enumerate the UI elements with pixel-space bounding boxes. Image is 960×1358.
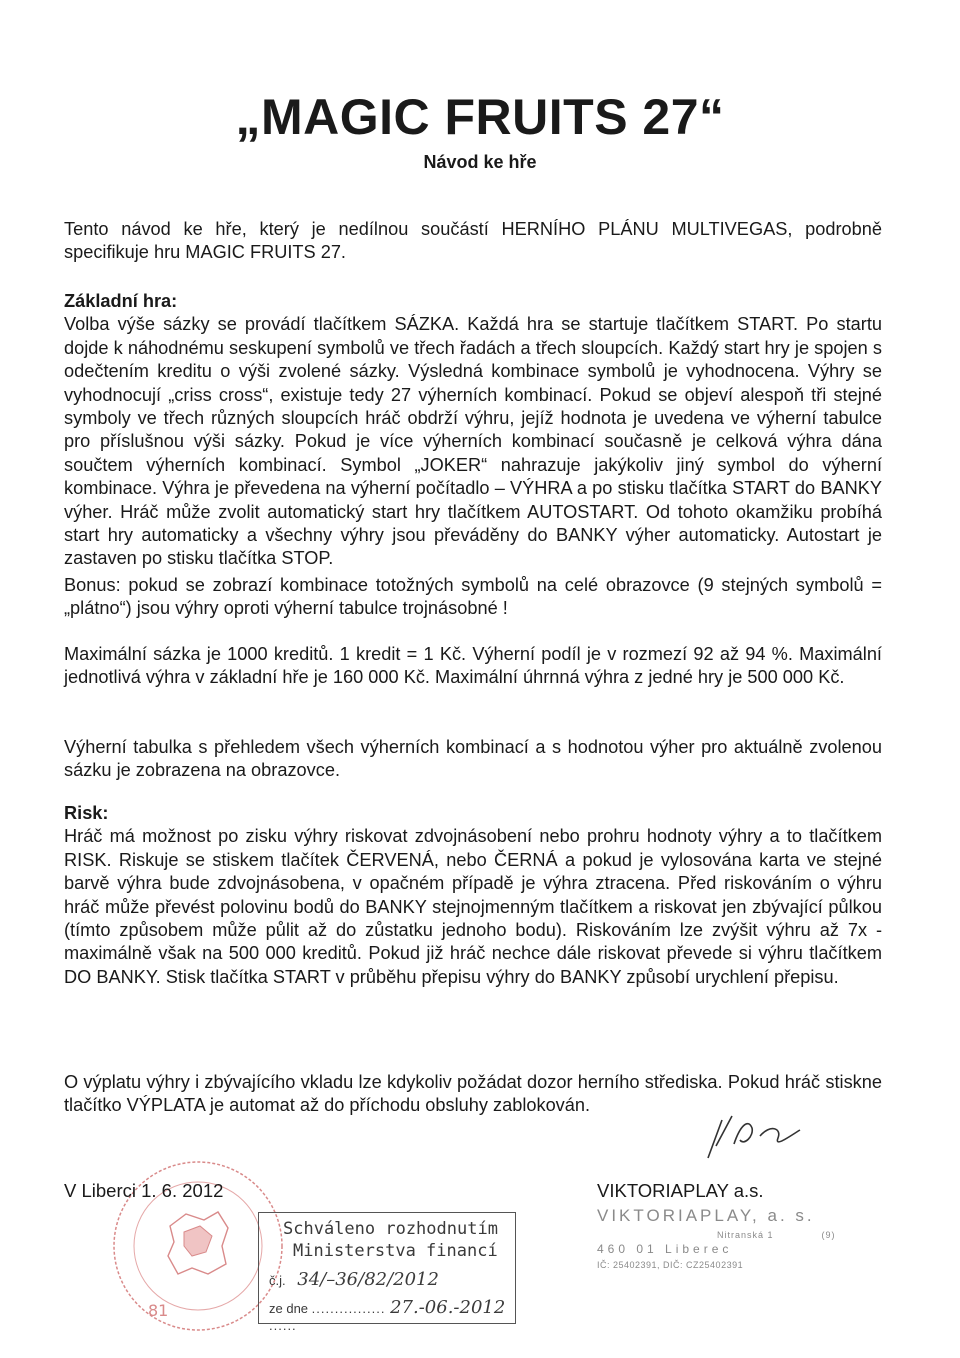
document-title: „MAGIC FRUITS 27“ bbox=[235, 89, 725, 145]
risk-text: Hráč má možnost po zisku výhry riskovat zdvojnásobení nebo prohru hodnoty výhry a to tlačítkem RISK. Riskuje se stiskem tlačítek ČERVENÁ, nebo ČERNÁ a pokud je vylosována karta ve stejné barvě výhra bude zdvojnásobena, v opačném případě je výhra ztracena. Před riskováním o výhru hráč může převést polovinu bodů do BANKY stejnojmenným tlačítkem a riskovat jen zbývající půlkou (tímto způsobem může půlit až do zůstatku jednoho bodu). Riskováním lze zvýšit výhru až 7x - maximálně však na 500 000 kreditů. Pokud již hráč nechce dále riskovat převede si výhru tlačítkem DO BANKY. Stisk tlačítka START v průběhu přepisu výhry do BANKY způsobí urychlení přepisu. bbox=[64, 826, 882, 987]
company-stamp-name: VIKTORIAPLAY, a. s. bbox=[597, 1206, 815, 1225]
signature-icon bbox=[700, 1106, 820, 1166]
document-subtitle: Návod ke hře bbox=[423, 152, 537, 172]
risk-heading: Risk: bbox=[64, 803, 109, 823]
ministry-stamp-line1: Schváleno rozhodnutím bbox=[283, 1219, 498, 1239]
company-stamp-street: Nitranská 1 (9) bbox=[717, 1230, 836, 1240]
bonus-paragraph: Bonus: pokud se zobrazí kombinace totožných symbolů na celé obrazovce (9 stejných symbolů = „plátno“) jsou výhry oproti výherní tabulce trojnásobné ! bbox=[64, 575, 882, 619]
risk-section bbox=[64, 802, 882, 989]
limits-paragraph: Maximální sázka je 1000 kreditů. 1 kredit = 1 Kč. Výherní podíl je v rozmezí 92 až 94 %. Maximální jednotlivá výhra v základní hře je 160 000 Kč. Maximální úhrnná výhra z jedné hry je 500 000 Kč. bbox=[64, 644, 882, 688]
intro-paragraph: Tento návod ke hře, který je nedílnou součástí HERNÍHO PLÁNU MULTIVEGAS, podrobně specifikuje hru MAGIC FRUITS 27. bbox=[64, 219, 882, 263]
ministry-approval-stamp bbox=[258, 1212, 516, 1333]
place-date: V Liberci 1. 6. 2012 bbox=[64, 1180, 224, 1201]
ministry-stamp-ref: č.j. 34/–36/82/2012 bbox=[269, 1269, 439, 1290]
ministry-stamp-date: ze dne ................ 27.-06.-2012 ...... bbox=[269, 1297, 506, 1333]
company-name: VIKTORIAPLAY a.s. bbox=[597, 1180, 764, 1201]
payout-table-paragraph: Výherní tabulka s přehledem všech výherních kombinací a s hodnotou výher pro aktuálně zvolenou sázku je zobrazena na obrazovce. bbox=[64, 737, 882, 781]
company-stamp-city: 460 01 Liberec bbox=[597, 1242, 733, 1256]
company-stamp bbox=[597, 1206, 877, 1270]
basic-game-section bbox=[64, 290, 882, 571]
basic-game-text: Volba výše sázky se provádí tlačítkem SÁZKA. Každá hra se startuje tlačítkem START. Po startu dojde k náhodnému seskupení symbolů ve třech řadách a třech sloupcích. Každý start hry je spojen s odečtením kreditu o výši zvolené sázky. Výsledná kombinace symbolů je vyhodnocena. Výhry se vyhodnocují „criss cross“, existuje tedy 27 výherních kombinací. Pokud se objeví alespoň tři stejné symboly ve třech různých sloupcích hráč obdrží výhru, jejíž hodnota je uvedena ve výherní tabulce pro příslušnou výši sázky. Pokud je více výherních kombinací současně je celková výhra dána součtem výherních kombinací. Symbol „JOKER“ nahrazuje jakýkoliv jiný symbol do výherní kombinace. Výhra je převedena na výherní počítadlo – VÝHRA a po stisku tlačítka START do BANKY výher. Hráč může zvolit automatický start hry tlačítkem AUTOSTART. Od tohoto okamžiku probíhá start hry automaticky a všechny výhry jsou převáděny do BANKY výher automaticky. Autostart je zastaven po stisku tlačítka STOP. bbox=[64, 314, 882, 569]
basic-game-heading: Základní hra: bbox=[64, 291, 178, 311]
company-stamp-ids: IČ: 25402391, DIČ: CZ25402391 bbox=[597, 1260, 744, 1270]
payout-paragraph: O výplatu výhry i zbývajícího vkladu lze kdykoliv požádat dozor herního střediska. Pokud hráč stiskne tlačítko VÝPLATA je automat až do příchodu obsluhy zablokován. bbox=[64, 1072, 882, 1116]
svg-text:81: 81 bbox=[148, 1301, 169, 1320]
ministry-stamp-line2: Ministerstva financí bbox=[293, 1241, 498, 1261]
